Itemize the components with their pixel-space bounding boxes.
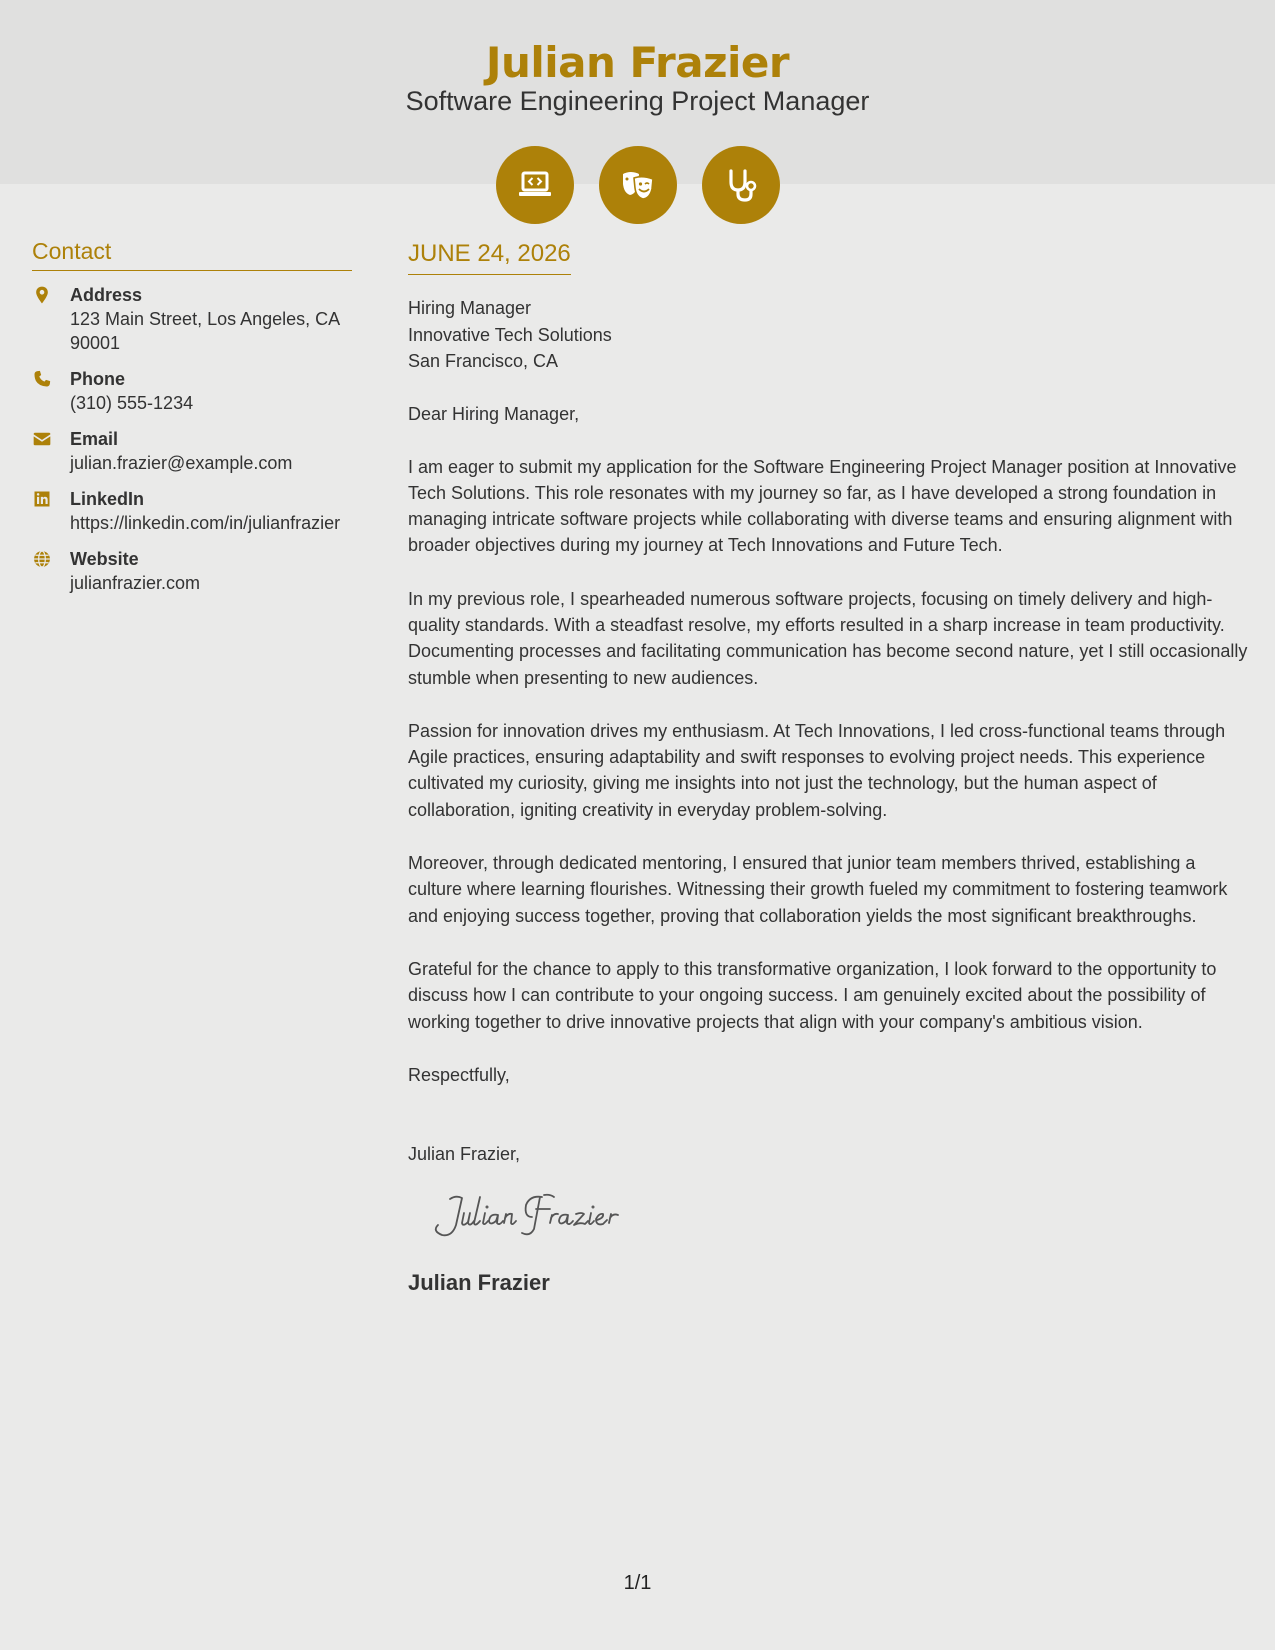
handwritten-signature xyxy=(422,1189,662,1245)
contact-label: Email xyxy=(70,429,119,449)
body-paragraph: In my previous role, I spearheaded numerous software projects, focusing on timely delivery and high-quality standards. With a steadfast resolve, my efforts resulted in a sharp increase in team productivity. Documenting processes and facilitating communication has become second nature, yet I still occasionally stumble when presenting to new audiences. xyxy=(408,588,1248,688)
map-pin-icon xyxy=(32,283,70,355)
linkedin-value[interactable]: https://linkedin.com/in/julianfrazier xyxy=(70,513,341,533)
phone-value[interactable]: (310) 555-1234 xyxy=(70,393,194,413)
contact-address xyxy=(32,283,352,355)
contact-sidebar xyxy=(32,238,352,607)
applicant-name: Julian Frazier xyxy=(485,38,790,87)
envelope-icon xyxy=(32,427,70,475)
website-value[interactable]: julianfrazier.com xyxy=(70,573,201,593)
address-value: 123 Main Street, Los Angeles, CA 90001 xyxy=(70,309,340,353)
letter-date: JUNE 24, 2026 xyxy=(408,240,571,275)
contact-heading: Contact xyxy=(32,238,352,271)
body-paragraph: Grateful for the chance to apply to this transformative organization, I look forward to the opportunity to discuss how I can contribute to your ongoing success. I am genuinely excited about the possibility of working together to drive innovative projects that align with your company's ambitious vision. xyxy=(408,958,1217,1032)
body-paragraph: Moreover, through dedicated mentoring, I ensured that junior team members thrived, establishing a culture where learning flourishes. Witnessing their growth fueled my commitment to fostering teamwork and enjoying success together, proving that collaboration yields the most significant breakthroughs. xyxy=(408,853,1228,926)
email-value[interactable]: julian.frazier@example.com xyxy=(70,453,293,473)
laptop-code-icon xyxy=(496,146,574,224)
closing: Respectfully, xyxy=(408,1064,510,1085)
contact-linkedin xyxy=(32,487,352,535)
body-paragraph: Passion for innovation drives my enthusiasm. At Tech Innovations, I led cross-functional teams through Agile practices, ensuring adaptability and swift responses to evolving project needs. This experience cultivated my curiosity, giving me insights into not just the technology, but the human aspect of collaboration, igniting creativity in everyday problem-solving. xyxy=(408,720,1226,820)
recipient-line: Innovative Tech Solutions xyxy=(408,324,612,345)
letter-body xyxy=(408,240,1250,1296)
recipient-line: Hiring Manager xyxy=(408,298,532,318)
body-paragraph: I am eager to submit my application for the Software Engineering Project Manager position at Innovative Tech Solutions. This role resonates with my journey so far, as I have developed a strong foundation in managing intricate software projects while collaborating with diverse teams and ensuring alignment with broader objectives during my journey at Tech Innovations and Future Tech. xyxy=(408,456,1237,556)
recipient-block xyxy=(408,295,1250,375)
contact-label: LinkedIn xyxy=(70,489,145,509)
page-number: 1/1 xyxy=(623,1572,652,1594)
contact-email xyxy=(32,427,352,475)
globe-icon xyxy=(32,547,70,595)
stethoscope-icon xyxy=(702,146,780,224)
recipient-line: San Francisco, CA xyxy=(408,351,559,371)
hobby-icons xyxy=(496,146,780,224)
contact-website xyxy=(32,547,352,595)
printed-name: Julian Frazier xyxy=(408,1269,550,1295)
contact-label: Website xyxy=(70,549,139,569)
linkedin-icon xyxy=(32,487,70,535)
contact-phone xyxy=(32,367,352,415)
contact-label: Address xyxy=(70,285,143,305)
phone-icon xyxy=(32,367,70,415)
contact-label: Phone xyxy=(70,369,126,389)
job-title: Software Engineering Project Manager xyxy=(405,86,870,116)
signer-line: Julian Frazier, xyxy=(408,1143,521,1164)
theater-masks-icon xyxy=(599,146,677,224)
greeting: Dear Hiring Manager, xyxy=(408,403,580,424)
